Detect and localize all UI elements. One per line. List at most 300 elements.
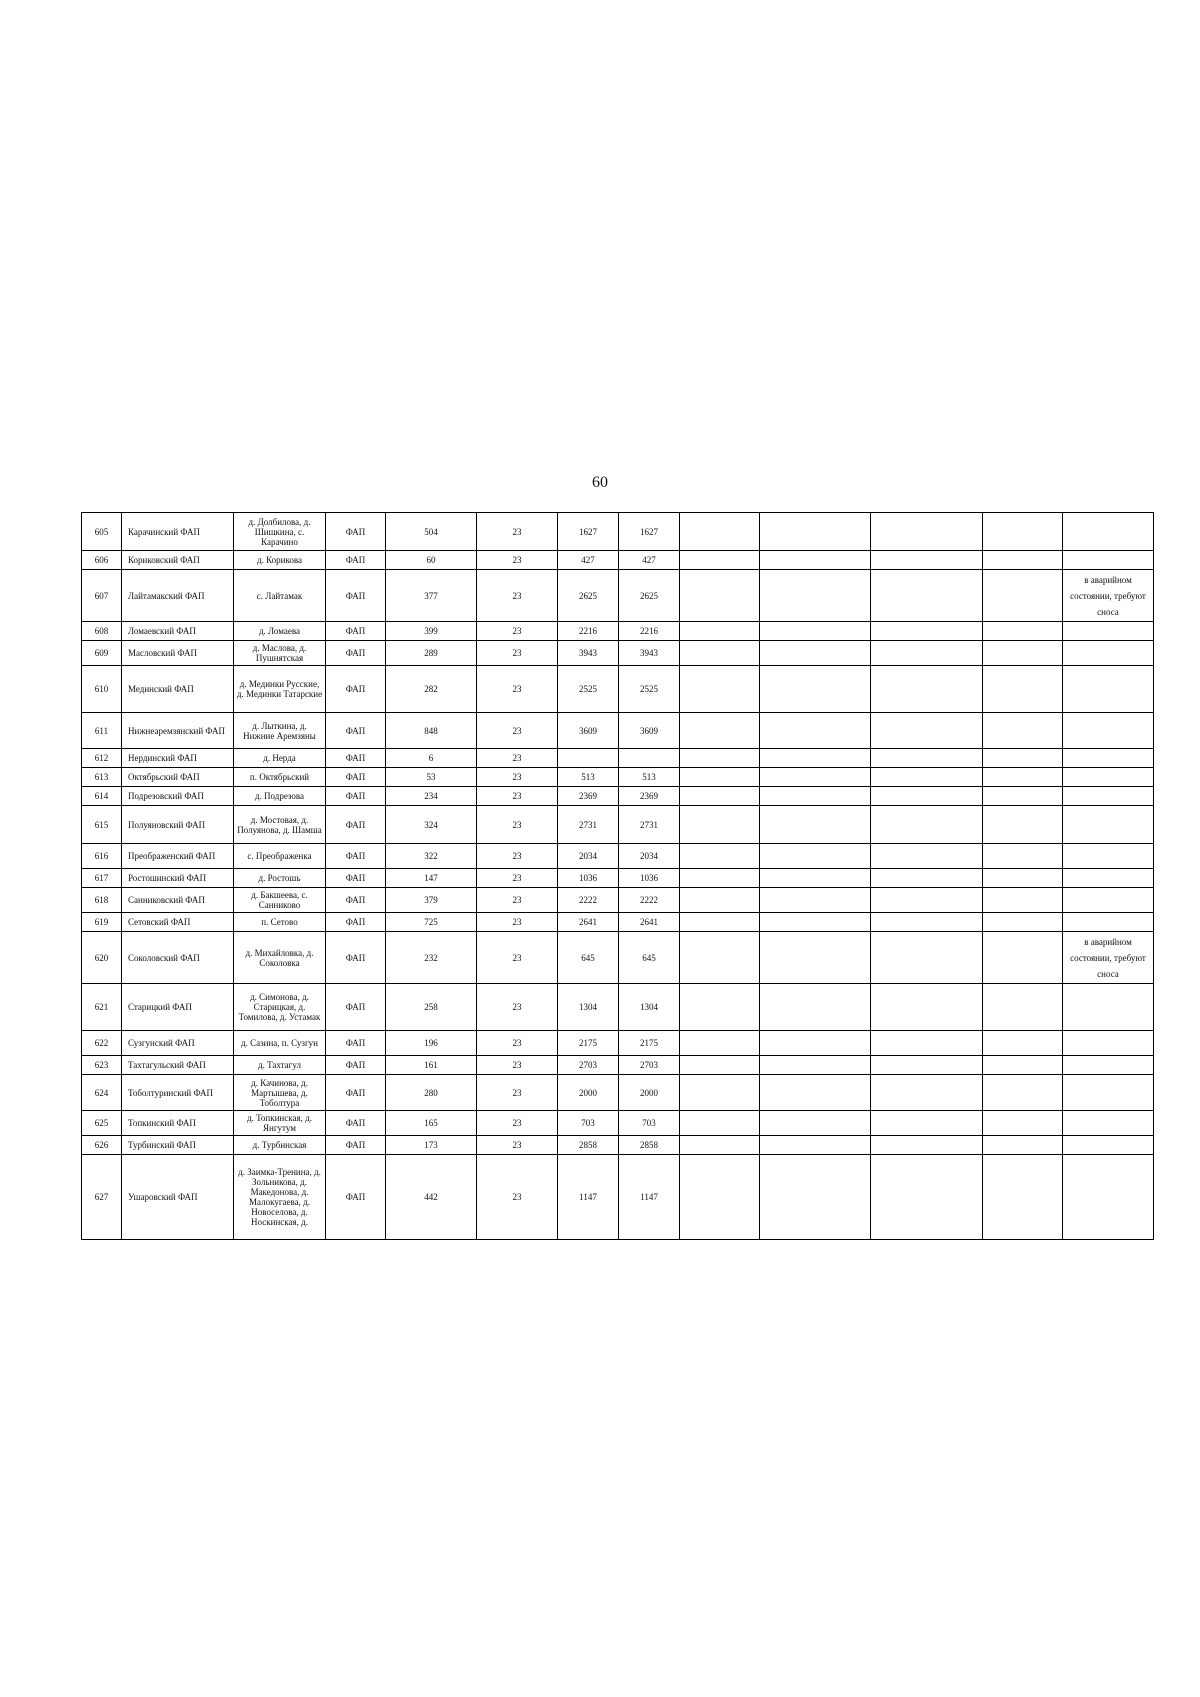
table-row — [82, 749, 1154, 768]
population: 504 — [386, 513, 477, 551]
code: 23 — [477, 1155, 558, 1240]
area-value-2: 1147 — [619, 1155, 680, 1240]
empty-cell — [760, 869, 871, 888]
empty-cell — [983, 513, 1063, 551]
row-number: 613 — [82, 768, 122, 787]
table-row — [82, 768, 1154, 787]
area-value: 3609 — [558, 713, 619, 749]
facility-name: Санниковский ФАП — [122, 888, 234, 913]
facility-name: Лайтамакский ФАП — [122, 570, 234, 622]
area-value: 2641 — [558, 913, 619, 932]
facilities-table — [81, 512, 1154, 1240]
area-value: 2525 — [558, 666, 619, 713]
empty-cell — [680, 1111, 760, 1136]
code: 23 — [477, 570, 558, 622]
area-value: 1304 — [558, 984, 619, 1031]
empty-cell — [871, 513, 983, 551]
settlements: д. Подрезова — [234, 787, 326, 806]
facility-type: ФАП — [326, 1031, 386, 1056]
settlements: д. Заимка-Тренина, д. Зольникова, д. Македонова, д. Малокугаева, д. Новоселова, д. Носкинская, д. — [234, 1155, 326, 1240]
facility-type: ФАП — [326, 888, 386, 913]
settlements: д. Долбилова, д. Шишкина, с. Карачино — [234, 513, 326, 551]
empty-cell — [760, 1031, 871, 1056]
empty-cell — [760, 932, 871, 984]
empty-cell — [680, 888, 760, 913]
row-number: 608 — [82, 622, 122, 641]
facility-name: Топкинский ФАП — [122, 1111, 234, 1136]
empty-cell — [680, 768, 760, 787]
area-value: 2175 — [558, 1031, 619, 1056]
table-row — [82, 551, 1154, 570]
note — [1063, 869, 1154, 888]
population: 289 — [386, 641, 477, 666]
note — [1063, 913, 1154, 932]
row-number: 617 — [82, 869, 122, 888]
table-row — [82, 713, 1154, 749]
area-value-2: 645 — [619, 932, 680, 984]
empty-cell — [680, 844, 760, 869]
settlements: с. Лайтамак — [234, 570, 326, 622]
table-row — [82, 1111, 1154, 1136]
note — [1063, 1111, 1154, 1136]
population: 258 — [386, 984, 477, 1031]
population: 282 — [386, 666, 477, 713]
population: 324 — [386, 806, 477, 844]
empty-cell — [680, 641, 760, 666]
facility-name: Сузгунский ФАП — [122, 1031, 234, 1056]
empty-cell — [680, 1056, 760, 1075]
empty-cell — [680, 1155, 760, 1240]
settlements: д. Тахтагул — [234, 1056, 326, 1075]
facility-type: ФАП — [326, 806, 386, 844]
area-value-2: 2641 — [619, 913, 680, 932]
facility-name: Старицкий ФАП — [122, 984, 234, 1031]
area-value-2: 1627 — [619, 513, 680, 551]
area-value-2: 2703 — [619, 1056, 680, 1075]
population: 725 — [386, 913, 477, 932]
row-number: 627 — [82, 1155, 122, 1240]
empty-cell — [680, 513, 760, 551]
empty-cell — [871, 1136, 983, 1155]
facility-name: Полуяновский ФАП — [122, 806, 234, 844]
facility-type: ФАП — [326, 844, 386, 869]
area-value: 3943 — [558, 641, 619, 666]
row-number: 612 — [82, 749, 122, 768]
empty-cell — [983, 869, 1063, 888]
empty-cell — [871, 641, 983, 666]
settlements: д. Нерда — [234, 749, 326, 768]
facility-type: ФАП — [326, 513, 386, 551]
empty-cell — [983, 570, 1063, 622]
table-row — [82, 932, 1154, 984]
empty-cell — [760, 787, 871, 806]
facility-name: Мединский ФАП — [122, 666, 234, 713]
empty-cell — [760, 713, 871, 749]
row-number: 614 — [82, 787, 122, 806]
area-value: 2000 — [558, 1075, 619, 1111]
population: 442 — [386, 1155, 477, 1240]
facility-type: ФАП — [326, 932, 386, 984]
population: 60 — [386, 551, 477, 570]
empty-cell — [983, 844, 1063, 869]
empty-cell — [680, 932, 760, 984]
facility-type: ФАП — [326, 984, 386, 1031]
page-number: 60 — [592, 474, 608, 491]
area-value-2: 2369 — [619, 787, 680, 806]
population: 232 — [386, 932, 477, 984]
code: 23 — [477, 1136, 558, 1155]
area-value-2: 2034 — [619, 844, 680, 869]
population: 377 — [386, 570, 477, 622]
note — [1063, 1075, 1154, 1111]
facility-name: Тахтагульский ФАП — [122, 1056, 234, 1075]
facility-name: Ростошинский ФАП — [122, 869, 234, 888]
empty-cell — [871, 932, 983, 984]
note — [1063, 787, 1154, 806]
area-value: 2625 — [558, 570, 619, 622]
empty-cell — [760, 1075, 871, 1111]
facility-type: ФАП — [326, 1056, 386, 1075]
table-row — [82, 913, 1154, 932]
empty-cell — [983, 787, 1063, 806]
settlements: д. Сазина, п. Сузгун — [234, 1031, 326, 1056]
area-value-2: 2216 — [619, 622, 680, 641]
empty-cell — [760, 984, 871, 1031]
note — [1063, 806, 1154, 844]
empty-cell — [871, 806, 983, 844]
empty-cell — [760, 806, 871, 844]
empty-cell — [680, 713, 760, 749]
population: 234 — [386, 787, 477, 806]
row-number: 607 — [82, 570, 122, 622]
code: 23 — [477, 1056, 558, 1075]
table-row — [82, 1136, 1154, 1155]
code: 23 — [477, 713, 558, 749]
empty-cell — [760, 666, 871, 713]
population: 848 — [386, 713, 477, 749]
area-value-2: 2858 — [619, 1136, 680, 1155]
facility-name: Соколовский ФАП — [122, 932, 234, 984]
settlements: п. Сетово — [234, 913, 326, 932]
row-number: 620 — [82, 932, 122, 984]
code: 23 — [477, 913, 558, 932]
area-value-2: 2525 — [619, 666, 680, 713]
code: 23 — [477, 641, 558, 666]
code: 23 — [477, 984, 558, 1031]
table-row — [82, 787, 1154, 806]
facility-type: ФАП — [326, 666, 386, 713]
facility-type: ФАП — [326, 787, 386, 806]
population: 161 — [386, 1056, 477, 1075]
table-row — [82, 1155, 1154, 1240]
settlements: д. Качинова, д. Мартышева, д. Тоболтура — [234, 1075, 326, 1111]
code: 23 — [477, 888, 558, 913]
area-value: 2216 — [558, 622, 619, 641]
code: 23 — [477, 768, 558, 787]
empty-cell — [871, 913, 983, 932]
empty-cell — [983, 749, 1063, 768]
area-value: 2731 — [558, 806, 619, 844]
note — [1063, 888, 1154, 913]
settlements: д. Симонова, д. Старицкая, д. Томилова, д. Устамак — [234, 984, 326, 1031]
area-value: 1147 — [558, 1155, 619, 1240]
area-value: 1627 — [558, 513, 619, 551]
empty-cell — [983, 1111, 1063, 1136]
facility-type: ФАП — [326, 713, 386, 749]
table-row — [82, 984, 1154, 1031]
empty-cell — [983, 1136, 1063, 1155]
empty-cell — [760, 844, 871, 869]
facility-name: Нердинский ФАП — [122, 749, 234, 768]
empty-cell — [983, 888, 1063, 913]
empty-cell — [680, 749, 760, 768]
area-value: 2858 — [558, 1136, 619, 1155]
code: 23 — [477, 787, 558, 806]
facility-name: Нижнеаремзянский ФАП — [122, 713, 234, 749]
note: в аварийном состоянии, требуют сноса — [1063, 932, 1154, 984]
code: 23 — [477, 1111, 558, 1136]
empty-cell — [680, 1031, 760, 1056]
facility-type: ФАП — [326, 622, 386, 641]
empty-cell — [871, 1111, 983, 1136]
empty-cell — [680, 666, 760, 713]
population: 399 — [386, 622, 477, 641]
note — [1063, 984, 1154, 1031]
table-row — [82, 806, 1154, 844]
empty-cell — [871, 713, 983, 749]
empty-cell — [760, 768, 871, 787]
table-row — [82, 622, 1154, 641]
empty-cell — [983, 641, 1063, 666]
empty-cell — [871, 1031, 983, 1056]
code: 23 — [477, 551, 558, 570]
empty-cell — [760, 749, 871, 768]
area-value: 513 — [558, 768, 619, 787]
population: 322 — [386, 844, 477, 869]
table-row — [82, 570, 1154, 622]
facility-name: Октябрьский ФАП — [122, 768, 234, 787]
empty-cell — [871, 844, 983, 869]
note — [1063, 1136, 1154, 1155]
row-number: 626 — [82, 1136, 122, 1155]
facility-name: Подрезовский ФАП — [122, 787, 234, 806]
area-value-2: 2175 — [619, 1031, 680, 1056]
settlements: д. Турбинская — [234, 1136, 326, 1155]
row-number: 622 — [82, 1031, 122, 1056]
area-value-2: 1304 — [619, 984, 680, 1031]
empty-cell — [760, 513, 871, 551]
code: 23 — [477, 1075, 558, 1111]
facility-name: Кориковский ФАП — [122, 551, 234, 570]
table-row — [82, 1056, 1154, 1075]
row-number: 615 — [82, 806, 122, 844]
settlements: д. Лыткина, д. Нижние Аремзяны — [234, 713, 326, 749]
area-value-2: 2625 — [619, 570, 680, 622]
area-value: 2222 — [558, 888, 619, 913]
facility-name: Турбинский ФАП — [122, 1136, 234, 1155]
settlements: п. Октябрьский — [234, 768, 326, 787]
note — [1063, 551, 1154, 570]
empty-cell — [871, 787, 983, 806]
empty-cell — [760, 570, 871, 622]
row-number: 621 — [82, 984, 122, 1031]
row-number: 618 — [82, 888, 122, 913]
note — [1063, 641, 1154, 666]
table-row — [82, 641, 1154, 666]
row-number: 625 — [82, 1111, 122, 1136]
empty-cell — [760, 1056, 871, 1075]
empty-cell — [760, 888, 871, 913]
facility-name: Ушаровский ФАП — [122, 1155, 234, 1240]
facility-type: ФАП — [326, 768, 386, 787]
table-row — [82, 666, 1154, 713]
facility-name: Ломаевский ФАП — [122, 622, 234, 641]
note — [1063, 749, 1154, 768]
note — [1063, 768, 1154, 787]
table-row — [82, 1031, 1154, 1056]
area-value-2: 703 — [619, 1111, 680, 1136]
empty-cell — [680, 984, 760, 1031]
empty-cell — [760, 622, 871, 641]
empty-cell — [760, 551, 871, 570]
row-number: 610 — [82, 666, 122, 713]
empty-cell — [871, 869, 983, 888]
facility-name: Масловский ФАП — [122, 641, 234, 666]
row-number: 605 — [82, 513, 122, 551]
area-value: 703 — [558, 1111, 619, 1136]
facility-name: Сетовский ФАП — [122, 913, 234, 932]
empty-cell — [871, 1056, 983, 1075]
area-value: 2369 — [558, 787, 619, 806]
area-value-2: 3943 — [619, 641, 680, 666]
facility-type: ФАП — [326, 869, 386, 888]
area-value-2: 2731 — [619, 806, 680, 844]
table-row — [82, 869, 1154, 888]
area-value: 2034 — [558, 844, 619, 869]
empty-cell — [680, 551, 760, 570]
facility-name: Карачинский ФАП — [122, 513, 234, 551]
note — [1063, 622, 1154, 641]
empty-cell — [680, 622, 760, 641]
facility-type: ФАП — [326, 1111, 386, 1136]
empty-cell — [983, 913, 1063, 932]
area-value-2: 2000 — [619, 1075, 680, 1111]
empty-cell — [760, 1136, 871, 1155]
facility-type: ФАП — [326, 1155, 386, 1240]
empty-cell — [871, 768, 983, 787]
settlements: д. Топкинская, д. Янгутум — [234, 1111, 326, 1136]
population: 196 — [386, 1031, 477, 1056]
row-number: 606 — [82, 551, 122, 570]
row-number: 611 — [82, 713, 122, 749]
facility-name: Преображенский ФАП — [122, 844, 234, 869]
facility-type: ФАП — [326, 1136, 386, 1155]
note — [1063, 1056, 1154, 1075]
population: 147 — [386, 869, 477, 888]
empty-cell — [871, 1075, 983, 1111]
row-number: 624 — [82, 1075, 122, 1111]
empty-cell — [871, 749, 983, 768]
code: 23 — [477, 844, 558, 869]
facility-type: ФАП — [326, 1075, 386, 1111]
note: в аварийном состоянии, требуют сноса — [1063, 570, 1154, 622]
population: 173 — [386, 1136, 477, 1155]
facility-name: Тоболтуринский ФАП — [122, 1075, 234, 1111]
empty-cell — [680, 1136, 760, 1155]
settlements: д. Мостовая, д. Полуянова, д. Шамша — [234, 806, 326, 844]
empty-cell — [983, 1031, 1063, 1056]
code: 23 — [477, 806, 558, 844]
population: 280 — [386, 1075, 477, 1111]
empty-cell — [871, 551, 983, 570]
row-number: 623 — [82, 1056, 122, 1075]
settlements: д. Мединки Русские, д. Мединки Татарские — [234, 666, 326, 713]
area-value: 1036 — [558, 869, 619, 888]
population: 6 — [386, 749, 477, 768]
empty-cell — [983, 1155, 1063, 1240]
settlements: д. Ростошь — [234, 869, 326, 888]
settlements: д. Корикова — [234, 551, 326, 570]
table-row — [82, 888, 1154, 913]
code: 23 — [477, 932, 558, 984]
code: 23 — [477, 622, 558, 641]
area-value-2 — [619, 749, 680, 768]
code: 23 — [477, 869, 558, 888]
population: 165 — [386, 1111, 477, 1136]
table-row — [82, 1075, 1154, 1111]
area-value: 2703 — [558, 1056, 619, 1075]
empty-cell — [760, 1111, 871, 1136]
area-value: 645 — [558, 932, 619, 984]
settlements: д. Ломаева — [234, 622, 326, 641]
row-number: 616 — [82, 844, 122, 869]
empty-cell — [871, 666, 983, 713]
row-number: 609 — [82, 641, 122, 666]
empty-cell — [983, 932, 1063, 984]
empty-cell — [680, 570, 760, 622]
table-body — [82, 513, 1154, 1240]
facility-type: ФАП — [326, 570, 386, 622]
code: 23 — [477, 666, 558, 713]
empty-cell — [871, 1155, 983, 1240]
facility-type: ФАП — [326, 749, 386, 768]
note — [1063, 713, 1154, 749]
table-row — [82, 513, 1154, 551]
empty-cell — [680, 787, 760, 806]
area-value: 427 — [558, 551, 619, 570]
empty-cell — [983, 666, 1063, 713]
empty-cell — [983, 768, 1063, 787]
empty-cell — [760, 913, 871, 932]
row-number: 619 — [82, 913, 122, 932]
empty-cell — [680, 806, 760, 844]
area-value-2: 2222 — [619, 888, 680, 913]
facility-type: ФАП — [326, 551, 386, 570]
note — [1063, 666, 1154, 713]
empty-cell — [871, 984, 983, 1031]
empty-cell — [983, 1056, 1063, 1075]
empty-cell — [983, 551, 1063, 570]
facility-type: ФАП — [326, 641, 386, 666]
note — [1063, 1155, 1154, 1240]
empty-cell — [760, 641, 871, 666]
facility-type: ФАП — [326, 913, 386, 932]
empty-cell — [760, 1155, 871, 1240]
note — [1063, 1031, 1154, 1056]
empty-cell — [871, 622, 983, 641]
settlements: д. Михайловка, д. Соколовка — [234, 932, 326, 984]
empty-cell — [680, 913, 760, 932]
